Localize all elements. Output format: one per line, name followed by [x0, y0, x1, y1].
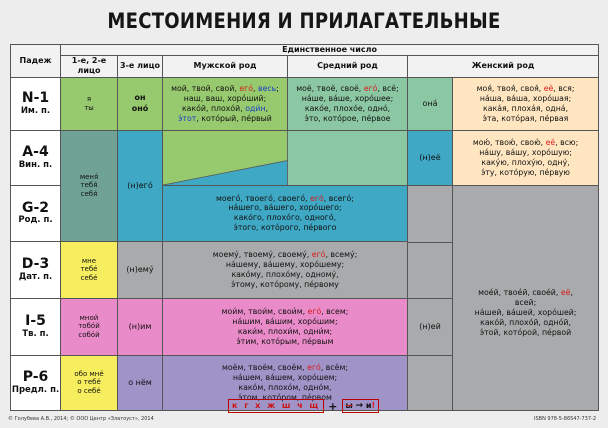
- ins-masc-neut: [163, 298, 408, 356]
- isbn: ISBN 978-5-86547-737-2: [534, 416, 596, 422]
- ins-person-12: [61, 298, 118, 356]
- nom-feminine: [453, 77, 599, 130]
- form-line: моя́, твоя́, своя́, её, вся;: [476, 83, 575, 93]
- form-line: каку́ю, плоху́ю, одну́,: [481, 157, 570, 167]
- plus-sign: +: [328, 399, 338, 413]
- form-line: каки́м, плохи́м, одни́м;: [237, 326, 333, 336]
- form-line: на́шей, ва́шей, хоро́шей;: [474, 307, 577, 317]
- form-line: како́му, плохо́му, одному́,: [231, 269, 339, 279]
- case-code: I-5: [25, 313, 46, 330]
- form: обо мне́: [74, 369, 104, 378]
- form-line: на́шу, ва́шу, хоро́шую;: [479, 147, 572, 157]
- case-nominative: [11, 77, 61, 130]
- case-prepositional: [11, 356, 61, 411]
- oblique-feminine-forms: [453, 258, 598, 338]
- form-line: кака́я, плоха́я, одна́,: [483, 103, 569, 113]
- form: себя́: [80, 190, 98, 199]
- form-line: э́того, кото́рого, пе́рвого: [233, 223, 337, 233]
- split-shape: [163, 131, 407, 185]
- form-line: како́го, плохо́го, одного́,: [233, 213, 337, 223]
- dat-masc-neut: [163, 242, 408, 299]
- form: собо́й: [78, 331, 100, 340]
- ins-feminine-3: (н)ей: [408, 299, 452, 356]
- spelling-rule: [228, 399, 379, 413]
- gen-masc-neut: [163, 185, 408, 242]
- form: о тебе́: [77, 378, 101, 387]
- prep-feminine-3: [408, 356, 452, 410]
- y-to-i-box: [342, 399, 380, 413]
- acc-gen-person-3: (н)его́: [118, 130, 163, 242]
- form-line: моего́, твоего́, своего́, его́, всего́;: [216, 193, 354, 203]
- header-person-3: 3-е лицо: [118, 56, 163, 77]
- form-line: како́й, плохо́й, одно́й,: [480, 317, 571, 327]
- form: себе́: [80, 274, 98, 283]
- case-code: G-2: [21, 199, 50, 216]
- header-feminine: Женский род: [408, 56, 599, 77]
- letter-i: и: [365, 401, 372, 410]
- case-code: A-4: [22, 143, 49, 160]
- form-line: всей;: [514, 297, 537, 307]
- prep-person-12: [61, 356, 118, 411]
- form: о себе́: [77, 387, 101, 396]
- dat-feminine-3: [408, 243, 452, 299]
- form-line: мою́, твою́, свою́, её, всю;: [472, 137, 579, 147]
- acc-masc-neut-split: [163, 130, 408, 185]
- form-line: мое́й, твое́й, свое́й, её,: [478, 287, 573, 297]
- case-name: Вин. п.: [18, 159, 53, 170]
- header-person-12: 1-е, 2-е лицо: [61, 56, 118, 77]
- form-line: на́шего, ва́шего, хоро́шего;: [228, 203, 342, 213]
- dat-person-12: [61, 242, 118, 299]
- form-line: э́тим, кото́рым, пе́рвым: [236, 336, 334, 346]
- prep-person-3: о нём: [118, 356, 163, 411]
- form-line: наш, ваш, хоро́ший;: [183, 93, 267, 103]
- case-name: Род. п.: [18, 215, 53, 226]
- form-line: э́той, кото́рой, пе́рвой: [479, 327, 572, 337]
- form-line: на́ша, ва́ша, хоро́шая;: [479, 93, 572, 103]
- form-line: моём, твоём, своём, его́, всём;: [222, 363, 348, 373]
- page-title: МЕСТОИМЕНИЯ И ПРИЛАГАТЕЛЬНЫЕ: [107, 9, 501, 33]
- case-name: Предл. п.: [11, 384, 60, 395]
- acc-feminine: [453, 130, 599, 185]
- acc-gen-person-12: [61, 130, 118, 242]
- form-line: э́том, кото́ром, пе́рвом: [238, 392, 332, 402]
- exclamation: !: [371, 401, 376, 410]
- header-case: Падеж: [11, 45, 61, 78]
- form-line: мои́м, твои́м, свои́м, его́, всем;: [221, 307, 349, 317]
- copyright: © Голубева А.В., 2014; © ООО Центр «Златоуст», 2014: [8, 416, 154, 422]
- form: тебе́: [80, 265, 98, 274]
- case-dative: [11, 242, 61, 299]
- form-line: э́тому, кото́рому, пе́рвому: [231, 279, 339, 289]
- gen-prep-feminine-3-col: [408, 185, 453, 410]
- form: ты: [84, 103, 94, 112]
- form-line: э́то, кото́рое, пе́рвое: [304, 113, 391, 123]
- form-line: мой, твой, свой, его́, весь;: [171, 83, 279, 93]
- form-line: на́ше, ва́ше, хоро́шее;: [301, 93, 394, 103]
- form: я: [86, 94, 92, 103]
- case-code: N-1: [21, 89, 50, 106]
- form-line: како́й, плохо́й, оди́н,: [181, 103, 269, 113]
- header-masculine: Мужской род: [163, 56, 288, 77]
- case-accusative: [11, 130, 61, 185]
- ins-person-3: (н)им: [118, 298, 163, 356]
- form-line: на́шим, ва́шим, хоро́шим;: [232, 316, 338, 326]
- case-code: P-6: [22, 369, 49, 386]
- form-line: на́шем, ва́шем, хоро́шем;: [232, 372, 338, 382]
- form-line: э́та, кото́рая, пе́рвая: [482, 113, 569, 123]
- form: тобо́й: [78, 322, 100, 331]
- consonants-box: к г х ж ш ч щ: [228, 399, 324, 413]
- acc-feminine-3: (н)её: [408, 130, 453, 185]
- gen-prep-feminine: [453, 185, 599, 410]
- nom-person-3: [118, 77, 163, 130]
- nom-masculine: [163, 77, 288, 130]
- declension-table: [10, 44, 599, 411]
- header-singular: Единственное число: [61, 45, 599, 56]
- form: мной: [79, 313, 99, 322]
- form-line: како́е, плохо́е, одно́,: [304, 103, 391, 113]
- case-instrumental: [11, 298, 61, 356]
- form-line: моему́, твоему́, своему́, его́, всему́;: [212, 250, 358, 260]
- form: оно́: [131, 103, 149, 113]
- header-neuter: Средний род: [288, 56, 408, 77]
- case-name: Тв. п.: [22, 328, 49, 339]
- form: меня́: [79, 172, 99, 181]
- nom-person-12: [61, 77, 118, 130]
- form-line: како́м, плохо́м, одно́м,: [238, 382, 332, 392]
- nom-neuter: [288, 77, 408, 130]
- form-line: на́шему, ва́шему, хоро́шему;: [225, 259, 345, 269]
- form-line: э́тот, кото́рый, пе́рвый: [178, 113, 272, 123]
- dat-person-3: (н)ему́: [118, 242, 163, 299]
- form: он: [134, 93, 146, 103]
- case-name: Дат. п.: [18, 271, 53, 282]
- form-line: э́ту, кото́рую, пе́рвую: [481, 167, 570, 177]
- crossed-y: ы: [345, 401, 353, 410]
- form: мне: [81, 256, 97, 265]
- form-line: моё, твоё, своё, его́, всё;: [296, 83, 399, 93]
- gen-feminine-3: [408, 186, 452, 243]
- case-genitive: [11, 185, 61, 242]
- case-name: Им. п.: [20, 105, 51, 116]
- nom-feminine-3: она́: [408, 77, 453, 130]
- form: тебя́: [80, 181, 98, 190]
- arrow-icon: →: [355, 401, 364, 411]
- case-code: D-3: [21, 256, 50, 273]
